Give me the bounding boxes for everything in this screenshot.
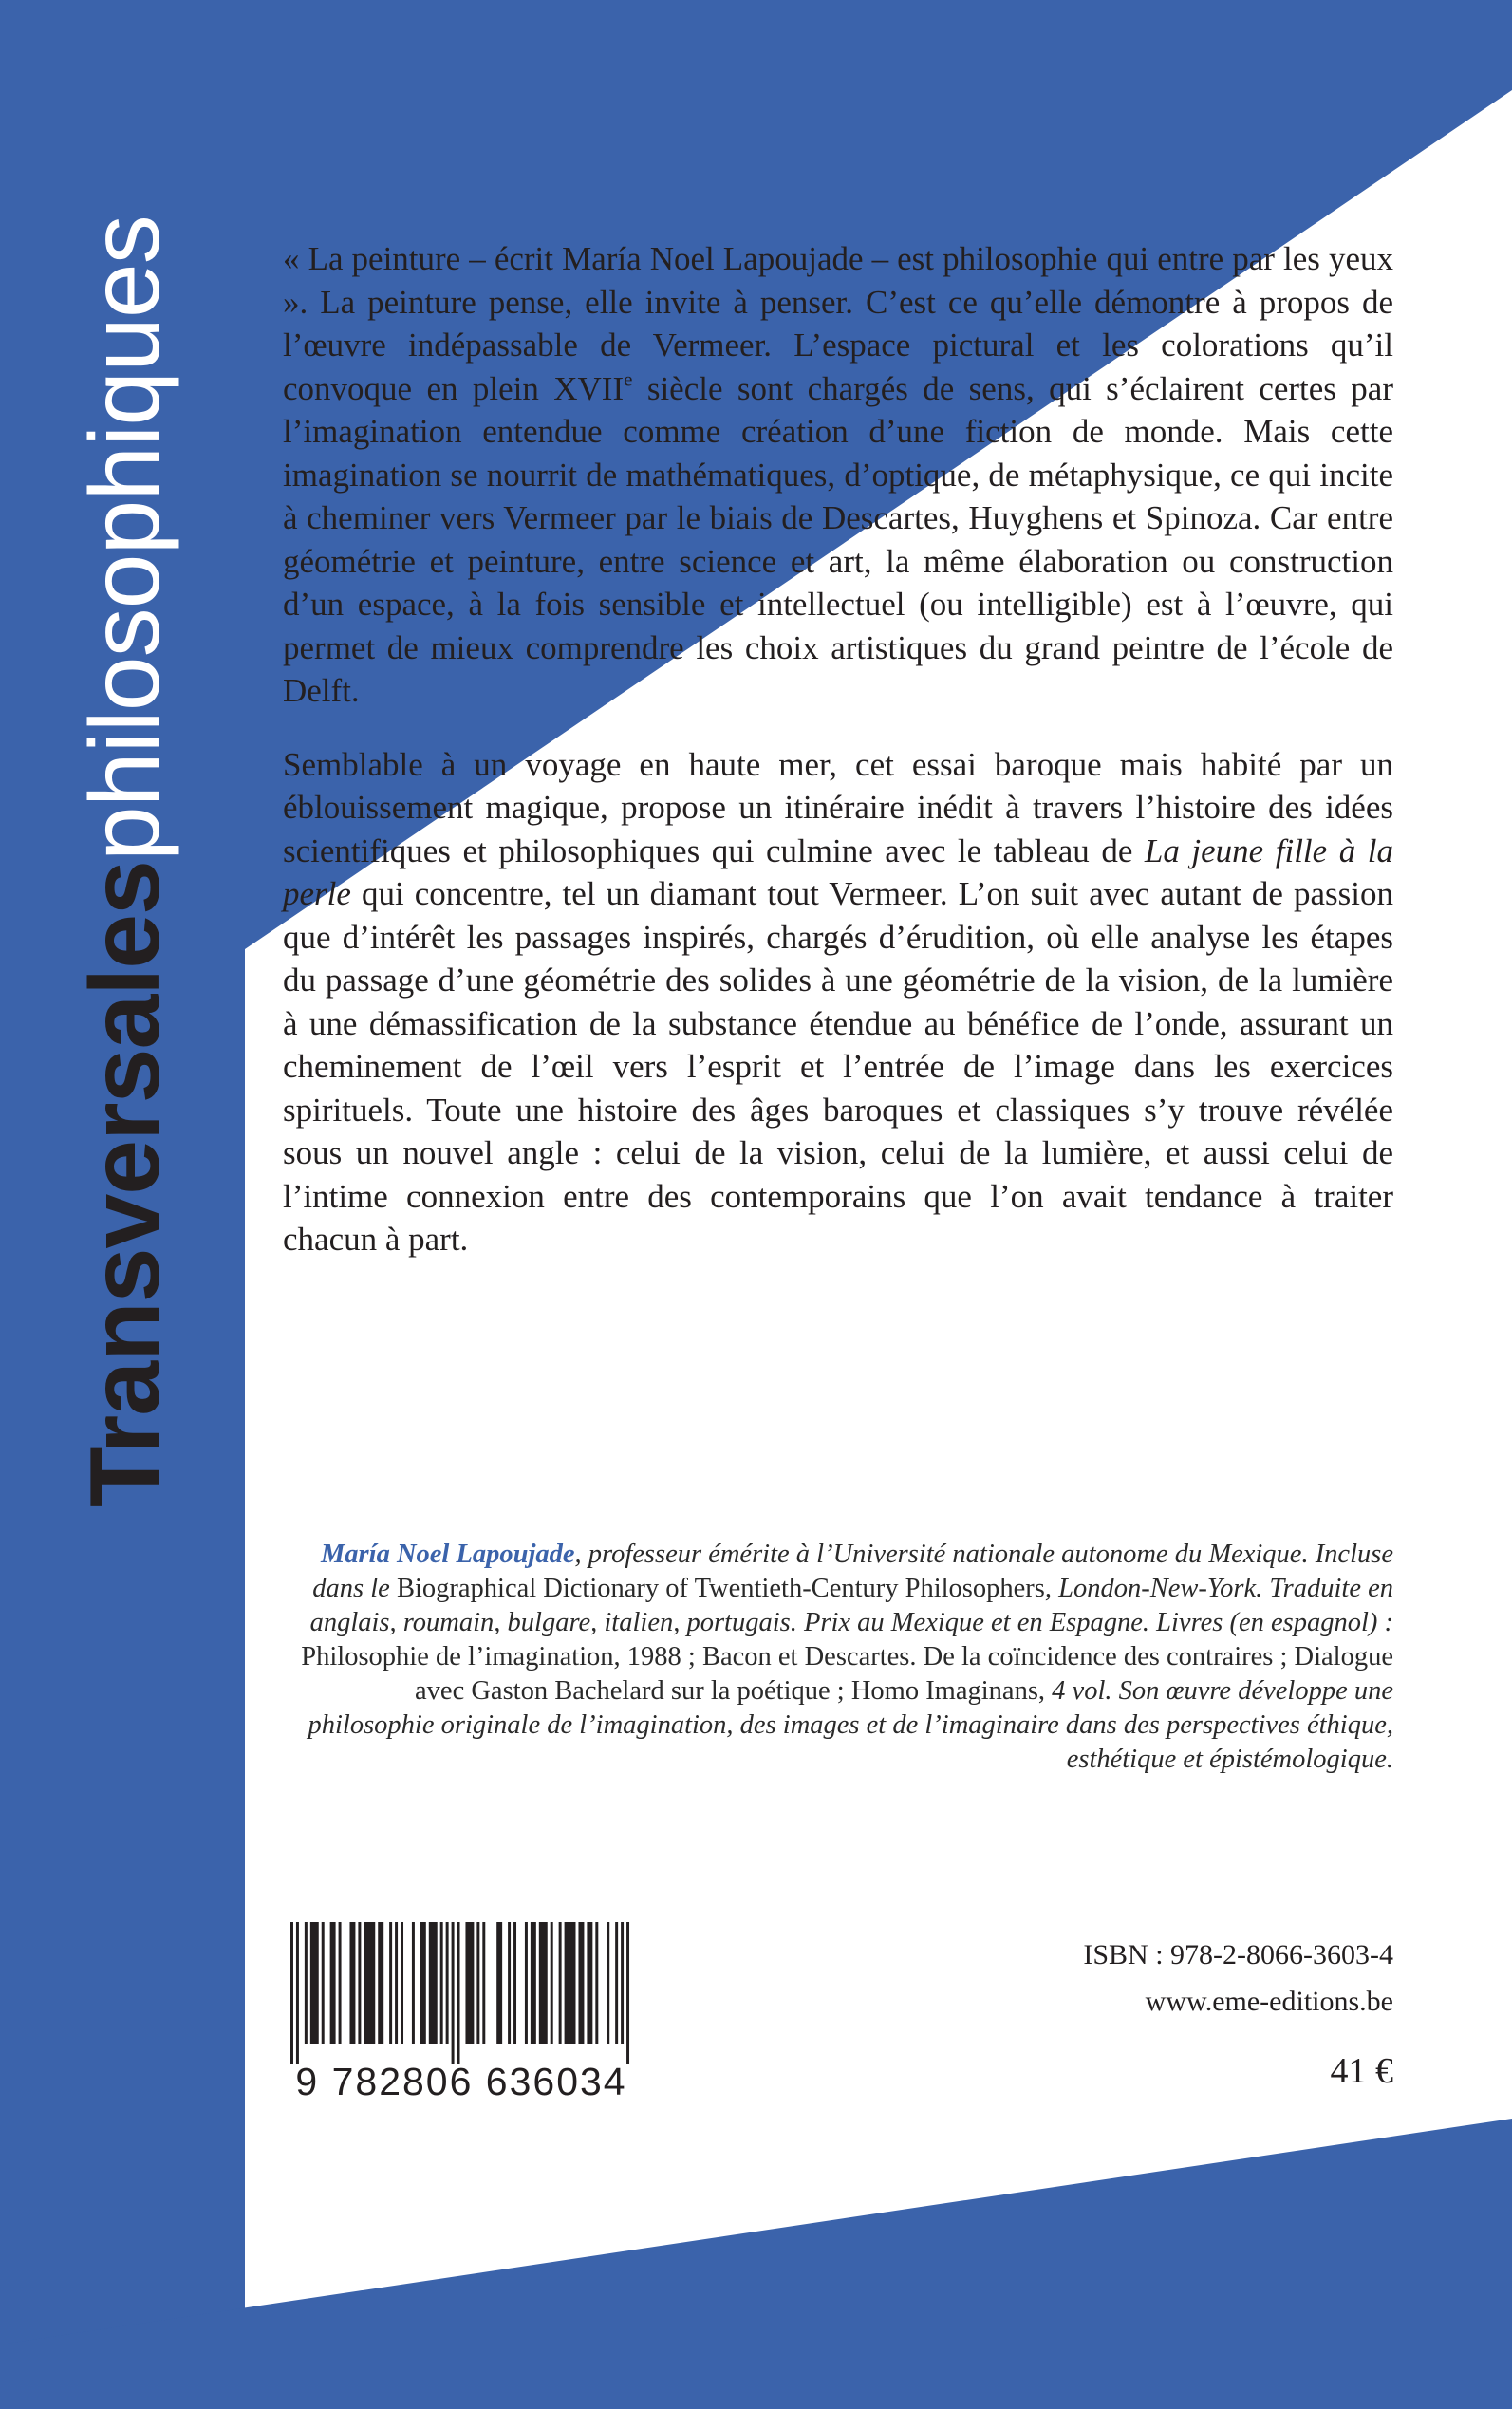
- barcode-bar: [508, 1922, 511, 2044]
- barcode-bar: [565, 1922, 576, 2044]
- bio-dictionary-title: Biographical Dictionary of Twentieth-Century Philosophers: [396, 1574, 1045, 1603]
- barcode-bar: [621, 1922, 624, 2044]
- barcode-bar: [457, 1922, 460, 2064]
- barcode-bar: [465, 1922, 474, 2044]
- barcode-bar: [412, 1922, 415, 2044]
- barcode-digits: 9 782806 636034: [295, 2060, 627, 2103]
- summary-p1-part-b: siècle sont chargés de sens, qui s’éclairent certes par l’imagination entendue comme création d’une fiction de monde. Mais cette imagination se nourrit de mathématiques, d’optique, de métaphysique, ce qui incite à cheminer vers Vermeer par le biais de Descartes, Huyghens et Spinoza. Car entre géométrie et peinture, entre science et art, la même élaboration ou construction d’un espace, à la fois sensible et intellectuel (ou intelligible) est à l’œuvre, qui permet de mieux comprendre les choix artistiques du grand peintre de l’école de Delft.: [283, 369, 1393, 709]
- barcode-bar: [330, 1922, 336, 2044]
- summary-paragraph-1: [283, 237, 1393, 713]
- barcode-bar: [513, 1922, 516, 2044]
- barcode-bar: [626, 1922, 629, 2064]
- barcode-bar: [539, 1922, 548, 2044]
- barcode-bar: [482, 1922, 485, 2044]
- barcode-bar: [290, 1922, 293, 2064]
- barcode-bar: [358, 1922, 361, 2044]
- barcode-bar: [440, 1922, 443, 2044]
- barcode-bar: [607, 1922, 609, 2044]
- barcode-bar: [452, 1922, 455, 2064]
- bio-text-3: 4 vol. Son œuvre développe une philosophie originale de l’imagination, des images et de l’imaginaire dans des perspectives éthique, esthétique et épistémologique.: [308, 1676, 1393, 1774]
- summary-text: [283, 237, 1393, 1261]
- author-bio: [283, 1538, 1393, 1777]
- barcode-bars: [290, 1922, 632, 2064]
- barcode-bar: [401, 1922, 403, 2044]
- barcode-bar: [551, 1922, 553, 2044]
- series-title: [70, 215, 180, 1507]
- summary-p2-part-b: qui concentre, tel un diamant tout Vermeer. L’on suit avec autant de passion que d’intérêt les passages inspirés, chargés d’érudition, où elle analyse les étapes du passage d’une géométrie des solides à une géométrie de la vision, de la lumière à une démassification de la substance étendue au bénéfice de l’onde, assurant un cheminement de l’œil vers l’esprit et l’entrée de l’image dans les exercices spirituels. Toute une histoire des âges baroques et classiques s’y trouve révélée sous un nouvel angle : celui de la vision, celui de la lumière, et aussi celui de l’intime connexion entre des contemporains que l’on avait tendance à traiter chacun à part.: [283, 875, 1393, 1258]
- century-superscript: e: [624, 366, 633, 390]
- barcode-bar: [420, 1922, 426, 2044]
- barcode-bar: [587, 1922, 592, 2044]
- bio-book-titles: Philosophie de l’imagination, 1988 ; Bacon et Descartes. De la coïncidence des contraires ; Dialogue avec Gaston Bachelard sur la poétique ; Homo Imaginans,: [301, 1642, 1393, 1706]
- author-name: María Noel Lapoujade: [320, 1540, 575, 1569]
- barcode-bar: [310, 1922, 319, 2044]
- barcode-bar: [395, 1922, 398, 2044]
- barcode-bar: [531, 1922, 536, 2044]
- barcode: [281, 1922, 642, 2107]
- summary-paragraph-2: [283, 743, 1393, 1261]
- price: 41 €: [1330, 2051, 1393, 2091]
- barcode-bar: [525, 1922, 528, 2044]
- summary-p2-part-a: Semblable à un voyage en haute mer, cet essai baroque mais habité par un éblouissement magique, propose un itinéraire inédit à travers l’histoire des idées scientifiques et philosophiques qui culmine avec le tableau de: [283, 745, 1393, 869]
- barcode-bar: [349, 1922, 355, 2044]
- barcode-bar: [305, 1922, 308, 2044]
- barcode-bar: [446, 1922, 449, 2044]
- bio-text-1: , professeur émérite à l’Université nationale autonome du Mexique. Incluse dans le: [312, 1540, 1393, 1603]
- barcode-bar: [595, 1922, 598, 2044]
- barcode-bar: [496, 1922, 502, 2044]
- barcode-bar: [389, 1922, 392, 2044]
- series-title-part1: Transversales: [70, 861, 180, 1507]
- series-title-part2: philosophiques: [70, 215, 180, 862]
- barcode-bar: [322, 1922, 325, 2044]
- barcode-bar: [429, 1922, 438, 2044]
- barcode-bar: [559, 1922, 562, 2044]
- summary-p1-part-a: « La peinture – écrit María Noel Lapoujade – est philosophie qui entre par les yeux ». La peinture pense, elle invite à penser. C’est ce qu’elle démontre à propos de l’œuvre indépassable de Vermeer. L’espace pictural et les colorations qu’il convoque en plein XVII: [283, 240, 1393, 407]
- bio-text-2: , London-New-York. Traduite en anglais, roumain, bulgare, italien, portugais. Prix au Mexique et en Espagne. Livres (en espagnol) :: [309, 1574, 1393, 1637]
- barcode-bar: [339, 1922, 342, 2044]
- barcode-bar: [378, 1922, 383, 2044]
- barcode-bar: [578, 1922, 584, 2044]
- barcode-bar: [615, 1922, 618, 2044]
- painting-title: La jeune fille à la perle: [283, 831, 1393, 912]
- barcode-bar: [296, 1922, 299, 2064]
- barcode-bar: [364, 1922, 375, 2044]
- isbn: ISBN : 978-2-8066-3603-4: [1083, 1939, 1393, 1970]
- publisher-website[interactable]: www.eme-editions.be: [1145, 1986, 1393, 2017]
- barcode-bar: [476, 1922, 479, 2044]
